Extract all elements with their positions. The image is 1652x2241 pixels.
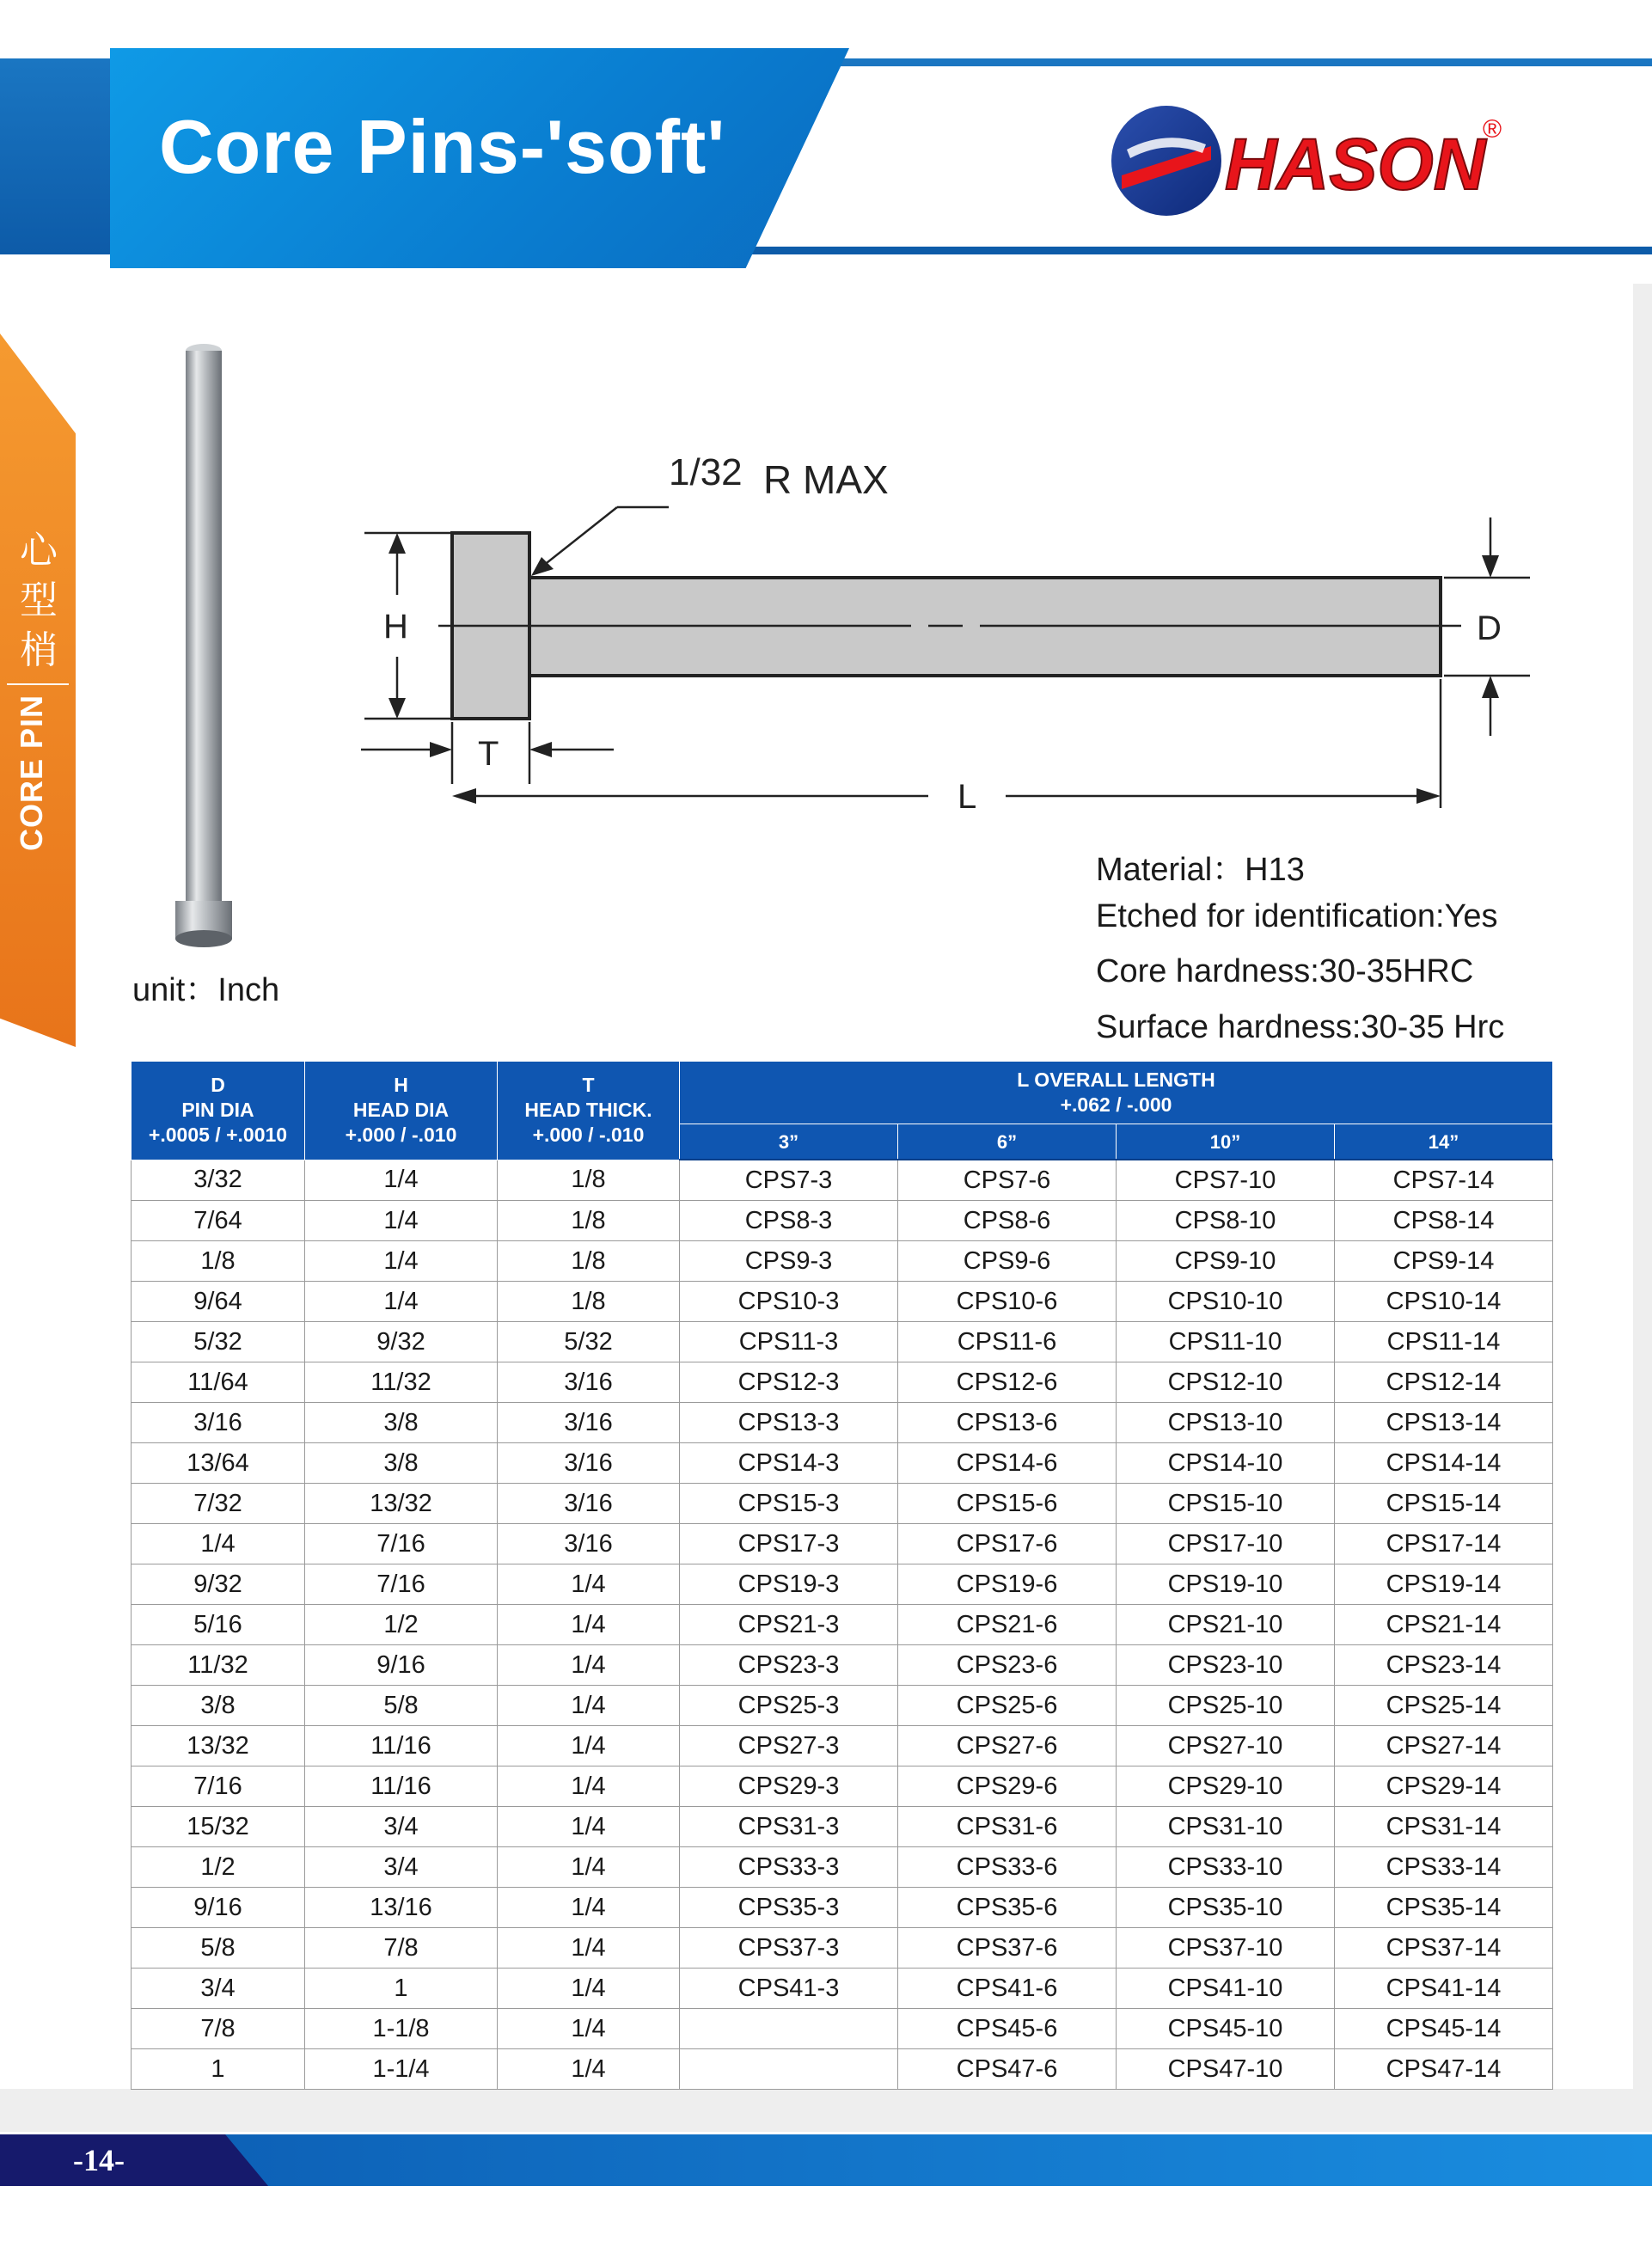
col-header-6in: 6”	[898, 1124, 1117, 1160]
col-header-3in: 3”	[680, 1124, 898, 1160]
table-cell: 7/32	[132, 1484, 305, 1524]
table-cell: 7/8	[305, 1928, 498, 1969]
table-cell: CPS21-10	[1117, 1605, 1335, 1645]
col-header-14in: 14”	[1335, 1124, 1553, 1160]
table-cell: CPS12-3	[680, 1362, 898, 1403]
radius-label: 1/32	[669, 451, 743, 493]
table-cell: 1/4	[498, 1807, 680, 1847]
table-row	[132, 2009, 1553, 2049]
table-cell: 9/32	[305, 1322, 498, 1362]
table-cell: CPS19-6	[898, 1564, 1117, 1605]
table-cell: CPS13-14	[1335, 1403, 1553, 1443]
table-row	[132, 1241, 1553, 1282]
table-cell: 15/32	[132, 1807, 305, 1847]
spec-surface-hardness: Surface hardness:30-35 Hrc	[1096, 1009, 1505, 1045]
table-cell: CPS10-3	[680, 1282, 898, 1322]
table-row	[132, 1645, 1553, 1686]
table-cell: CPS41-14	[1335, 1969, 1553, 2009]
table-row	[132, 1403, 1553, 1443]
table-cell: CPS11-3	[680, 1322, 898, 1362]
core-pin-table	[131, 1061, 1553, 2090]
table-row	[132, 1160, 1553, 1201]
table-cell: 5/32	[498, 1322, 680, 1362]
table-cell: CPS23-14	[1335, 1645, 1553, 1686]
table-cell: 1/4	[498, 1888, 680, 1928]
table-row	[132, 1766, 1553, 1807]
table-cell: CPS9-14	[1335, 1241, 1553, 1282]
table-cell: CPS21-6	[898, 1605, 1117, 1645]
table-cell: 1/4	[305, 1201, 498, 1241]
table-row	[132, 1847, 1553, 1888]
table-cell: CPS25-14	[1335, 1686, 1553, 1726]
table-cell: 1/4	[498, 1605, 680, 1645]
table-cell: 3/4	[305, 1807, 498, 1847]
table-cell: 3/32	[132, 1160, 305, 1201]
dim-l-label: L	[958, 778, 977, 816]
table-row	[132, 1282, 1553, 1322]
table-cell: CPS12-10	[1117, 1362, 1335, 1403]
col-header-h: H HEAD DIA +.000 / -.010	[305, 1062, 498, 1160]
unit-label: unit：Inch	[132, 972, 280, 1008]
table-cell: CPS41-10	[1117, 1969, 1335, 2009]
table-cell: 3/8	[132, 1686, 305, 1726]
table-cell: 1/4	[498, 1766, 680, 1807]
footer-page-tab	[0, 2134, 268, 2186]
table-cell: CPS31-10	[1117, 1807, 1335, 1847]
table-cell: 9/16	[132, 1888, 305, 1928]
table-cell: 13/32	[132, 1726, 305, 1766]
table-cell: CPS21-14	[1335, 1605, 1553, 1645]
table-cell: CPS31-3	[680, 1807, 898, 1847]
table-cell: 5/16	[132, 1605, 305, 1645]
table-cell: CPS23-3	[680, 1645, 898, 1686]
table-cell: 3/16	[498, 1362, 680, 1403]
side-tab-chinese: 心 型 梢	[20, 530, 58, 671]
table-cell: 3/16	[498, 1443, 680, 1484]
table-cell: CPS35-6	[898, 1888, 1117, 1928]
spec-material: Material：H13	[1096, 852, 1305, 888]
table-cell: CPS33-10	[1117, 1847, 1335, 1888]
table-cell: CPS33-3	[680, 1847, 898, 1888]
table-cell: CPS45-10	[1117, 2009, 1335, 2049]
brand-name: HASON	[1225, 124, 1486, 205]
table-cell: 3/4	[132, 1969, 305, 2009]
table-cell: CPS17-10	[1117, 1524, 1335, 1564]
table-cell: CPS17-3	[680, 1524, 898, 1564]
table-row	[132, 2049, 1553, 2090]
core-pin-photo	[165, 342, 242, 952]
table-cell: 3/8	[305, 1443, 498, 1484]
table-cell: 1/2	[305, 1605, 498, 1645]
hason-logo	[1104, 96, 1517, 225]
side-tab-english: CORE PIN	[14, 694, 49, 851]
table-cell: CPS7-3	[680, 1160, 898, 1201]
table-cell: 1	[132, 2049, 305, 2090]
table-cell: CPS31-6	[898, 1807, 1117, 1847]
table-cell: CPS37-6	[898, 1928, 1117, 1969]
radius-suffix: R MAX	[763, 457, 889, 502]
table-cell: 1/4	[305, 1241, 498, 1282]
table-cell: CPS31-14	[1335, 1807, 1553, 1847]
table-cell: CPS15-6	[898, 1484, 1117, 1524]
table-cell: CPS35-3	[680, 1888, 898, 1928]
col-header-d: D PIN DIA +.0005 / +.0010	[132, 1062, 305, 1160]
table-cell: CPS25-10	[1117, 1686, 1335, 1726]
table-cell: CPS21-3	[680, 1605, 898, 1645]
table-cell: CPS25-3	[680, 1686, 898, 1726]
table-cell: CPS27-6	[898, 1726, 1117, 1766]
table-cell: 1/8	[132, 1241, 305, 1282]
col-header-10in: 10”	[1117, 1124, 1335, 1160]
dim-t-label: T	[478, 735, 499, 773]
side-tab-divider	[7, 683, 69, 685]
table-cell: 1/4	[498, 1726, 680, 1766]
table-cell: 1/4	[498, 1645, 680, 1686]
table-cell: CPS8-6	[898, 1201, 1117, 1241]
table-cell: CPS27-3	[680, 1726, 898, 1766]
page-title: Core Pins-'soft'	[159, 104, 726, 189]
table-cell: CPS7-14	[1335, 1160, 1553, 1201]
table-cell: 7/16	[132, 1766, 305, 1807]
table-cell: CPS27-10	[1117, 1726, 1335, 1766]
pin-dimension-diagram	[344, 447, 1564, 842]
table-cell: CPS13-6	[898, 1403, 1117, 1443]
table-row	[132, 1605, 1553, 1645]
table-cell: 1/4	[498, 1564, 680, 1605]
table-cell: 1/4	[498, 1969, 680, 2009]
table-cell: CPS45-14	[1335, 2009, 1553, 2049]
table-cell: CPS29-14	[1335, 1766, 1553, 1807]
table-cell: CPS23-6	[898, 1645, 1117, 1686]
table-cell: 11/32	[132, 1645, 305, 1686]
table-row	[132, 1362, 1553, 1403]
table-cell: CPS47-14	[1335, 2049, 1553, 2090]
table-cell: 1/4	[498, 2009, 680, 2049]
table-cell: CPS15-3	[680, 1484, 898, 1524]
table-cell: CPS47-6	[898, 2049, 1117, 2090]
table-row	[132, 1928, 1553, 1969]
table-cell: CPS19-3	[680, 1564, 898, 1605]
table-cell: CPS37-14	[1335, 1928, 1553, 1969]
table-cell: CPS7-6	[898, 1160, 1117, 1201]
table-cell: 3/8	[305, 1403, 498, 1443]
table-cell: CPS14-6	[898, 1443, 1117, 1484]
table-cell: CPS9-6	[898, 1241, 1117, 1282]
table-cell: 9/64	[132, 1282, 305, 1322]
table-cell: 13/32	[305, 1484, 498, 1524]
table-cell: CPS27-14	[1335, 1726, 1553, 1766]
table-cell: CPS14-3	[680, 1443, 898, 1484]
table-cell: 9/16	[305, 1645, 498, 1686]
table-cell: 3/16	[498, 1484, 680, 1524]
table-cell: CPS15-10	[1117, 1484, 1335, 1524]
table-cell: 1/4	[498, 1847, 680, 1888]
table-cell: 11/16	[305, 1726, 498, 1766]
side-tab	[0, 334, 76, 1047]
table-cell: CPS12-14	[1335, 1362, 1553, 1403]
table-cell: CPS10-14	[1335, 1282, 1553, 1322]
table-cell: CPS17-14	[1335, 1524, 1553, 1564]
table-cell: 7/64	[132, 1201, 305, 1241]
table-cell: 1/4	[305, 1160, 498, 1201]
table-cell: 1-1/4	[305, 2049, 498, 2090]
table-cell: 1-1/8	[305, 2009, 498, 2049]
table-cell: CPS11-10	[1117, 1322, 1335, 1362]
table-cell: 5/8	[132, 1928, 305, 1969]
table-cell: CPS8-14	[1335, 1201, 1553, 1241]
page-number: -14-	[73, 2143, 125, 2177]
table-row	[132, 1322, 1553, 1362]
table-cell: CPS29-3	[680, 1766, 898, 1807]
table-cell: CPS25-6	[898, 1686, 1117, 1726]
table-cell: 1/4	[132, 1524, 305, 1564]
dim-h-label: H	[383, 608, 408, 646]
table-cell: CPS37-10	[1117, 1928, 1335, 1969]
col-header-length: L OVERALL LENGTH +.062 / -.000	[680, 1062, 1553, 1124]
table-cell: 1/8	[498, 1160, 680, 1201]
spec-etched: Etched for identification:Yes	[1096, 898, 1498, 934]
table-body	[132, 1160, 1553, 2090]
table-cell: 1/2	[132, 1847, 305, 1888]
table-cell: CPS37-3	[680, 1928, 898, 1969]
table-cell: 1/4	[305, 1282, 498, 1322]
table-cell: 1/4	[498, 2049, 680, 2090]
table-cell: 3/16	[498, 1403, 680, 1443]
table-cell: 3/16	[132, 1403, 305, 1443]
table-cell: CPS29-6	[898, 1766, 1117, 1807]
dim-d-label: D	[1477, 609, 1502, 647]
table-cell: 7/16	[305, 1524, 498, 1564]
table-header-row	[132, 1062, 1553, 1124]
table-cell: 1/8	[498, 1241, 680, 1282]
table-cell: 1/8	[498, 1201, 680, 1241]
table-row	[132, 1484, 1553, 1524]
table-cell: CPS13-10	[1117, 1403, 1335, 1443]
table-cell: 5/8	[305, 1686, 498, 1726]
table-row	[132, 1726, 1553, 1766]
table-row	[132, 1888, 1553, 1928]
table-cell: CPS14-10	[1117, 1443, 1335, 1484]
table-cell: CPS19-14	[1335, 1564, 1553, 1605]
table-cell: CPS47-10	[1117, 2049, 1335, 2090]
table-cell: CPS35-10	[1117, 1888, 1335, 1928]
table-row	[132, 1807, 1553, 1847]
table-cell: CPS33-14	[1335, 1847, 1553, 1888]
table-cell: 9/32	[132, 1564, 305, 1605]
table-cell: 5/32	[132, 1322, 305, 1362]
table-cell: CPS41-6	[898, 1969, 1117, 2009]
table-row	[132, 1969, 1553, 2009]
table-cell: CPS10-6	[898, 1282, 1117, 1322]
table-row	[132, 1564, 1553, 1605]
table-cell: CPS8-10	[1117, 1201, 1335, 1241]
table-row	[132, 1443, 1553, 1484]
table-cell: CPS14-14	[1335, 1443, 1553, 1484]
table-row	[132, 1686, 1553, 1726]
table-cell: CPS9-3	[680, 1241, 898, 1282]
table-cell: 3/16	[498, 1524, 680, 1564]
table-cell: 11/64	[132, 1362, 305, 1403]
table-cell: 7/16	[305, 1564, 498, 1605]
table-cell: CPS17-6	[898, 1524, 1117, 1564]
table-row	[132, 1524, 1553, 1564]
table-cell: 1/4	[498, 1928, 680, 1969]
table-cell: CPS19-10	[1117, 1564, 1335, 1605]
table-cell: CPS41-3	[680, 1969, 898, 2009]
col-header-t: T HEAD THICK. +.000 / -.010	[498, 1062, 680, 1160]
table-row	[132, 1201, 1553, 1241]
table-cell: 1/8	[498, 1282, 680, 1322]
table-cell: CPS7-10	[1117, 1160, 1335, 1201]
table-cell: CPS13-3	[680, 1403, 898, 1443]
table-cell: 13/64	[132, 1443, 305, 1484]
table-cell	[680, 2009, 898, 2049]
table-cell: 13/16	[305, 1888, 498, 1928]
spec-core-hardness: Core hardness:30-35HRC	[1096, 953, 1474, 989]
table-cell: CPS23-10	[1117, 1645, 1335, 1686]
table-cell	[680, 2049, 898, 2090]
table-cell: 1/4	[498, 1686, 680, 1726]
table-cell: CPS35-14	[1335, 1888, 1553, 1928]
table-cell: CPS11-14	[1335, 1322, 1553, 1362]
table-cell: CPS10-10	[1117, 1282, 1335, 1322]
table-cell: CPS8-3	[680, 1201, 898, 1241]
table-cell: 1	[305, 1969, 498, 2009]
table-cell: CPS15-14	[1335, 1484, 1553, 1524]
table-cell: CPS45-6	[898, 2009, 1117, 2049]
table-cell: 3/4	[305, 1847, 498, 1888]
table-cell: CPS12-6	[898, 1362, 1117, 1403]
table-cell: 11/16	[305, 1766, 498, 1807]
table-cell: 7/8	[132, 2009, 305, 2049]
table-cell: CPS33-6	[898, 1847, 1117, 1888]
registered-mark: ®	[1483, 115, 1502, 144]
table-cell: 11/32	[305, 1362, 498, 1403]
table-cell: CPS11-6	[898, 1322, 1117, 1362]
table-cell: CPS29-10	[1117, 1766, 1335, 1807]
table-cell: CPS9-10	[1117, 1241, 1335, 1282]
